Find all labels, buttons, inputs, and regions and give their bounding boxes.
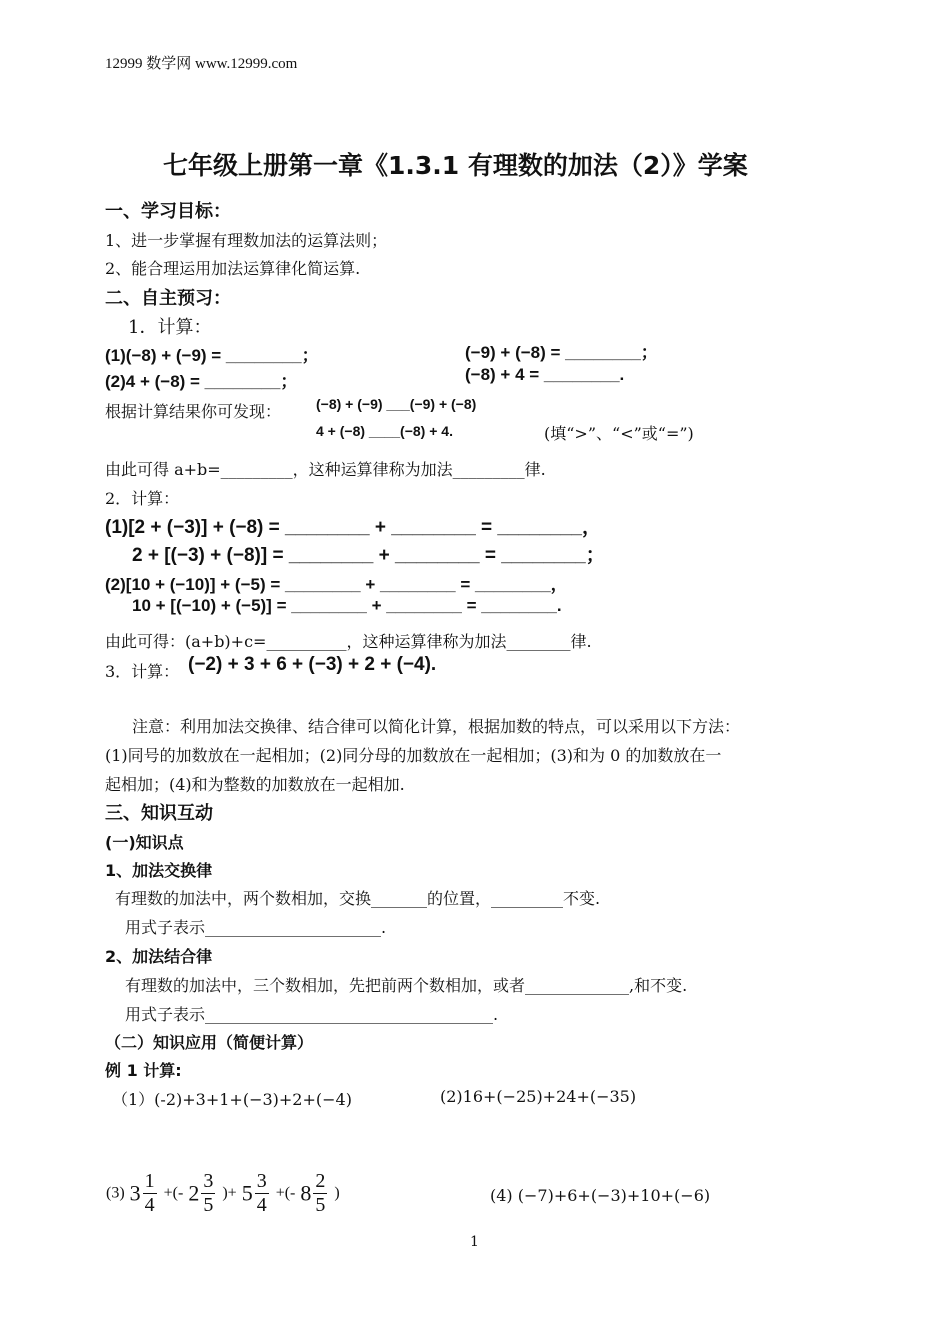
fraction-c-num: 3 bbox=[256, 1170, 267, 1192]
law2-line2: 用式子表示____________________________________. bbox=[125, 1005, 499, 1024]
law1-line2: 用式子表示______________________. bbox=[125, 918, 387, 937]
goal-item-2: 2、能合理运用加法运算律化简运算. bbox=[105, 259, 361, 278]
law1-line1: 有理数的加法中，两个数相加，交换_______的位置，_________不变. bbox=[115, 889, 601, 908]
operator-2: )+ bbox=[222, 1184, 237, 1202]
law2-title: 2、加法结合律 bbox=[105, 947, 213, 966]
section-heading-interaction: 三、知识互动 bbox=[105, 803, 213, 824]
discover-prefix: 根据计算结果你可发现： bbox=[105, 402, 282, 421]
operator-1: +(- bbox=[163, 1184, 184, 1202]
goal-item-1: 1、进一步掌握有理数加法的运算法则； bbox=[105, 231, 388, 250]
discover-line-2: 4 + (−8) ____(−8) + 4. bbox=[316, 423, 453, 439]
fraction-a bbox=[143, 1170, 157, 1217]
calc3-label: 3．计算： bbox=[105, 662, 180, 681]
law1-title: 1、加法交换律 bbox=[105, 861, 213, 880]
example-problem-2: (2)16+(−25)+24+(−35) bbox=[440, 1087, 637, 1106]
calc1-row2-right: (−8) + 4 = ________. bbox=[465, 365, 625, 384]
calc2-label: 2．计算： bbox=[105, 489, 180, 508]
fraction-d bbox=[313, 1170, 327, 1217]
calc1-row2-left: (2)4 + (−8) = ________； bbox=[105, 372, 298, 391]
law2-line1: 有理数的加法中，三个数相加，先把前两个数相加，或者_____________,和不变. bbox=[125, 976, 688, 995]
calc1-row1-left: (1)(−8) + (−9) = ________； bbox=[105, 346, 319, 365]
section-heading-preview: 二、自主预习： bbox=[105, 288, 231, 309]
calc2-row3: (2)[10 + (−10)] + (−5) = ________ + ________ = ________， bbox=[105, 575, 568, 594]
calc2-conclusion: 由此可得：(a+b)+c=__________，这种运算律称为加法________律. bbox=[105, 632, 592, 651]
mixed-a-whole: 3 bbox=[129, 1180, 141, 1206]
fraction-d-num: 2 bbox=[315, 1170, 326, 1192]
site-header: 12999 数学网 www.12999.com bbox=[105, 56, 298, 72]
note-line-2: (1)同号的加数放在一起相加；(2)同分母的加数放在一起相加；(3)和为 0 的加数放在一 bbox=[105, 746, 722, 765]
example-problem-3 bbox=[106, 1170, 340, 1217]
fraction-c bbox=[255, 1170, 269, 1217]
calc1-row1-right: (−9) + (−8) = ________； bbox=[465, 343, 658, 362]
problem-3-label: (3) bbox=[106, 1184, 125, 1202]
mixed-d-whole: 8 bbox=[300, 1180, 312, 1206]
fraction-c-den: 4 bbox=[256, 1194, 267, 1216]
operator-3: +(- bbox=[275, 1184, 296, 1202]
subsection-application: （二）知识应用（简便计算） bbox=[105, 1033, 314, 1052]
calc2-row2: 2 + [(−3) + (−8)] = ________ + ________ = ________； bbox=[132, 545, 605, 566]
note-line-1: 注意：利用加法交换律、结合律可以简化计算，根据加数的特点，可以采用以下方法： bbox=[132, 717, 741, 736]
mixed-c-whole: 5 bbox=[241, 1180, 253, 1206]
mixed-b-whole: 2 bbox=[188, 1180, 200, 1206]
calc2-row4: 10 + [(−10) + (−5)] = ________ + ________ = ________. bbox=[132, 596, 562, 615]
calc3-expression: (−2) + 3 + 6 + (−3) + 2 + (−4). bbox=[188, 654, 437, 675]
operator-4: ) bbox=[334, 1184, 340, 1202]
fraction-d-den: 5 bbox=[315, 1194, 326, 1216]
discover-hint: (填“>”、“<”或“=”) bbox=[544, 424, 694, 443]
section-heading-goals: 一、学习目标： bbox=[105, 201, 231, 222]
example-problem-4: (4) (−7)+6+(−3)+10+(−6) bbox=[490, 1186, 711, 1205]
fraction-b bbox=[201, 1170, 215, 1217]
calc2-row1: (1)[2 + (−3)] + (−8) = ________ + ________ = ________， bbox=[105, 517, 601, 538]
page-title: 七年级上册第一章《1.3.1 有理数的加法（2）》学案 bbox=[163, 151, 748, 180]
example-title: 例 1 计算: bbox=[105, 1061, 182, 1080]
calc1-label: 1．计算： bbox=[128, 317, 212, 338]
calc1-conclusion: 由此可得 a+b=_________，这种运算律称为加法_________律. bbox=[105, 460, 546, 479]
example-problem-1: （1）(-2)+3+1+(−3)+2+(−4) bbox=[112, 1090, 352, 1109]
fraction-b-num: 3 bbox=[203, 1170, 214, 1192]
page-number: 1 bbox=[470, 1234, 479, 1250]
fraction-a-den: 4 bbox=[144, 1194, 155, 1216]
note-line-3: 起相加；(4)和为整数的加数放在一起相加. bbox=[105, 775, 405, 794]
discover-line-1: (−8) + (−9) ___(−9) + (−8) bbox=[316, 396, 477, 412]
fraction-a-num: 1 bbox=[144, 1170, 155, 1192]
subsection-knowledge: (一)知识点 bbox=[105, 833, 184, 852]
fraction-b-den: 5 bbox=[203, 1194, 214, 1216]
